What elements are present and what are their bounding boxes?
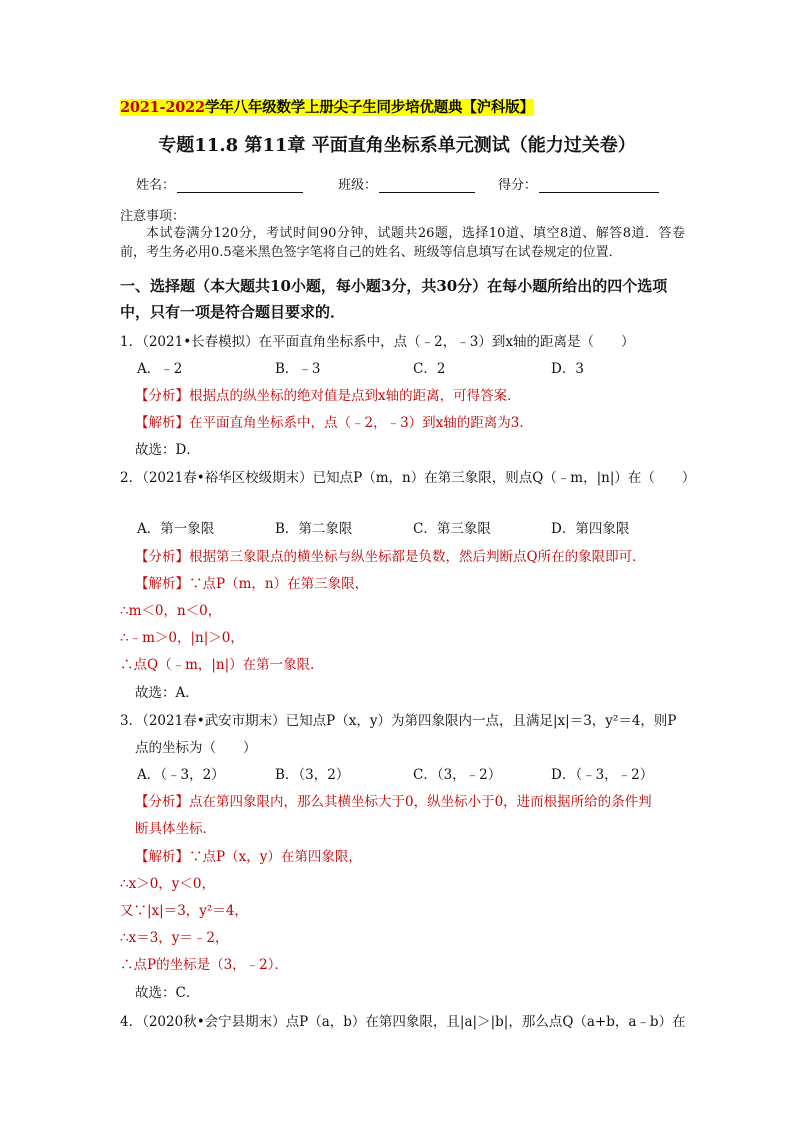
q1-analysis-text: 根据点的纵坐标的绝对值是点到x轴的距离，可得答案． <box>189 388 521 404</box>
q1-option-d[interactable]: D．3 <box>551 361 584 377</box>
q3-option-c[interactable]: C．（3，﹣2） <box>413 767 502 783</box>
q3-step-1: ∴x＞0，y＜0， <box>120 876 216 892</box>
q1-solution-text: 在平面直角坐标系中，点（﹣2，﹣3）到x轴的距离为3． <box>189 415 533 431</box>
q3-option-a[interactable]: A．（﹣3，2） <box>137 767 225 783</box>
q2-solution-text: ∵点P（m，n）在第三象限， <box>189 576 369 592</box>
q3-answer: 故选：C． <box>135 985 200 1001</box>
name-field[interactable] <box>136 174 338 193</box>
q3-analysis-text-2: 断具体坐标． <box>135 821 216 837</box>
name-label: 姓名： <box>136 178 176 193</box>
q3-step-4: ∴点P的坐标是（3，﹣2）． <box>120 957 289 973</box>
q2-analysis <box>135 545 646 565</box>
q2-solution-tag: 【解析】 <box>135 576 189 592</box>
q3-step-2: 又∵|x|＝3，y²＝4， <box>120 903 248 919</box>
q2-option-c[interactable]: C．第三象限 <box>413 521 491 537</box>
q3-options <box>137 763 689 783</box>
q2-analysis-text: 根据第三象限点的横坐标与纵坐标都是负数，然后判断点Q所在的象限即可． <box>189 549 646 565</box>
q1-options <box>137 357 689 377</box>
q3-option-d[interactable]: D．（﹣3，﹣2） <box>551 767 654 783</box>
q3-analysis <box>135 790 652 810</box>
page-title: 专题11.8 第11章 平面直角坐标系单元测试（能力过关卷） <box>158 135 636 156</box>
q2-option-d[interactable]: D．第四象限 <box>551 521 630 537</box>
section-heading: 一、选择题（本大题共10小题，每小题3分，共30分）在每小题所给出的四个选项中，只有一项是符合题目要求的． <box>120 277 668 321</box>
score-label: 得分： <box>498 178 538 193</box>
q2-step-1: ∴m＜0，n＜0， <box>120 603 222 619</box>
q1-solution <box>135 411 533 431</box>
q2-analysis-tag: 【分析】 <box>135 549 189 565</box>
student-info-line <box>136 174 659 193</box>
q2-option-a[interactable]: A．第一象限 <box>137 521 215 537</box>
q1-answer: 故选：D． <box>135 442 200 458</box>
score-field[interactable] <box>498 174 659 193</box>
banner-year: 2021-2022 <box>120 99 205 116</box>
q2-step-2: ∴﹣m＞0，|n|＞0， <box>120 630 244 646</box>
q1-option-a[interactable]: A．﹣2 <box>137 361 183 377</box>
q1-analysis <box>135 384 521 404</box>
q4-stem: 4．（2020秋•会宁县期末）点P（a，b）在第四象限，且|a|＞|b|，那么点Q（a+b，a﹣b）在 <box>120 1014 686 1030</box>
score-blank[interactable] <box>539 179 659 193</box>
class-field[interactable] <box>338 174 498 193</box>
q3-stem-line-1: 3．（2021春•武安市期末）已知点P（x，y）为第四象限内一点，且满足|x|＝3，y²＝4，则P <box>120 713 677 729</box>
q3-step-3: ∴x＝3，y＝﹣2， <box>120 930 229 946</box>
q1-solution-tag: 【解析】 <box>135 415 189 431</box>
q3-analysis-tag: 【分析】 <box>135 794 189 810</box>
q1-option-b[interactable]: B．﹣3 <box>275 361 321 377</box>
q2-solution <box>135 572 368 592</box>
q3-solution <box>135 845 362 865</box>
q1-stem: 1．（2021•长春模拟）在平面直角坐标系中，点（﹣2，﹣3）到x轴的距离是（ ） <box>120 334 635 350</box>
q2-answer: 故选：A． <box>135 685 199 701</box>
q2-stem: 2．（2021春•裕华区校级期末）已知点P（m，n）在第三象限，则点Q（﹣m，|n|）在（ ） <box>120 470 696 486</box>
q2-options <box>137 517 689 537</box>
name-blank[interactable] <box>177 179 303 193</box>
notice-heading: 注意事项： <box>120 209 186 224</box>
class-label: 班级： <box>338 178 378 193</box>
q1-option-c[interactable]: C．2 <box>413 361 446 377</box>
notice-body: 本试卷满分120分，考试时间90分钟，试题共26题，选择10道、填空8道、解答8道．答卷前，考生务必用0.5毫米黑色签字笔将自己的姓名、班级等信息填写在试卷规定的位置． <box>120 226 685 260</box>
q3-solution-text: ∵点P（x，y）在第四象限， <box>189 849 362 865</box>
q1-analysis-tag: 【分析】 <box>135 388 189 404</box>
class-blank[interactable] <box>379 179 475 193</box>
q3-solution-tag: 【解析】 <box>135 849 189 865</box>
banner <box>120 96 534 117</box>
q3-option-b[interactable]: B．（3，2） <box>275 767 350 783</box>
q2-option-b[interactable]: B．第二象限 <box>275 521 353 537</box>
banner-title: 学年八年级数学上册尖子生同步培优题典【沪科版】 <box>204 99 534 116</box>
q2-step-3: ∴点Q（﹣m，|n|）在第一象限． <box>120 657 324 673</box>
q3-analysis-text-1: 点在第四象限内，那么其横坐标大于0，纵坐标小于0，进而根据所给的条件判 <box>189 794 652 810</box>
q3-stem-line-2: 点的坐标为（ ） <box>135 740 257 756</box>
